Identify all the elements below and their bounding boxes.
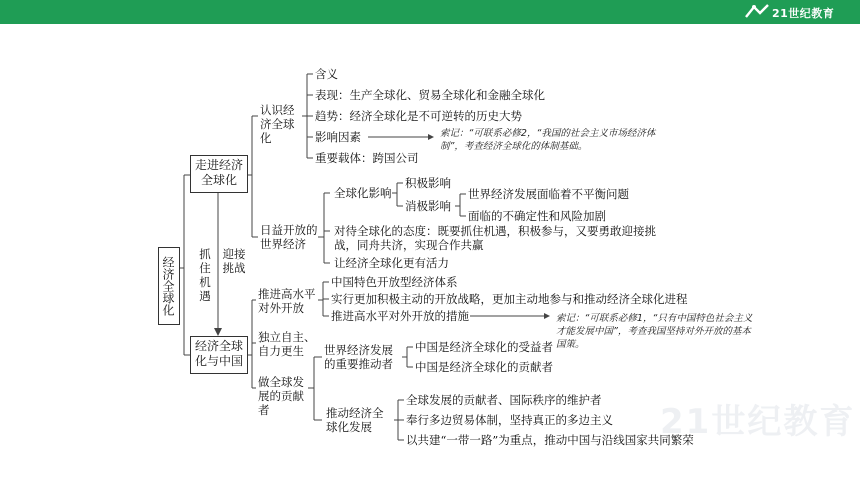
- negative-item-2: 面临的不确定性和风险加剧: [468, 209, 606, 223]
- handwritten-note-1: 索记：“可联系必修2，“我国的社会主义市场经济体制”，考查经济全球化的体制基础。: [440, 128, 656, 152]
- node-know-globalization: 认识经济全球化: [260, 103, 295, 145]
- know-item-1: 含义: [315, 67, 338, 81]
- promoter-item-1: 中国是经济全球化的受益者: [415, 340, 553, 354]
- node-attitude: 对待全球化的态度：既要抓住机遇，积极参与，又要勇敢迎接挑战，同舟共济，实现合作共赢: [334, 224, 656, 252]
- node-global-contributor: 做全球发展的贡献者: [258, 375, 304, 417]
- root-node: 经济全球化: [158, 247, 180, 325]
- node-positive-impact: 积极影响: [405, 176, 451, 190]
- push-item-2: 奉行多边贸易体制，坚持真正的多边主义: [406, 413, 613, 427]
- connector-right-label: 迎接挑战: [222, 247, 246, 275]
- node-key-promoter: 世界经济发展的重要推动者: [324, 343, 393, 371]
- brand-logo-text: 21世纪教育: [772, 7, 835, 20]
- push-item-1: 全球发展的贡献者、国际秩序的维护者: [406, 393, 602, 407]
- branch-node-1: 走进经济全球化: [190, 155, 248, 193]
- handwritten-note-2: 索记：“可联系必修1，“只有中国特色社会主义才能发展中国”，考查我国坚持对外开放的基本国策。: [556, 313, 753, 350]
- connector-left-label: 抓住机遇: [199, 247, 211, 303]
- know-item-2: 表现：生产全球化、贸易全球化和金融全球化: [315, 88, 545, 102]
- node-negative-impact: 消极影响: [405, 199, 451, 213]
- open-item-3: 推进高水平对外开放的措施: [331, 309, 469, 323]
- open-item-1: 中国特色开放型经济体系: [331, 275, 458, 289]
- node-vitality: 让经济全球化更有活力: [334, 256, 449, 270]
- negative-item-1: 世界经济发展面临着不平衡问题: [468, 187, 629, 201]
- node-open-world-economy: 日益开放的世界经济: [260, 223, 318, 251]
- promoter-item-2: 中国是经济全球化的贡献者: [415, 360, 553, 374]
- node-push-globalization: 推动经济全球化发展: [326, 406, 384, 434]
- node-high-level-opening: 推进高水平对外开放: [258, 287, 316, 315]
- know-item-4: 影响因素: [315, 130, 361, 144]
- branch-node-2: 经济全球化与中国: [190, 336, 248, 374]
- node-globalization-impact: 全球化影响: [334, 186, 392, 200]
- node-self-reliance: 独立自主、自力更生: [258, 330, 316, 358]
- know-item-3: 趋势：经济全球化是不可逆转的历史大势: [315, 109, 522, 123]
- know-item-5: 重要载体：跨国公司: [315, 151, 419, 165]
- push-item-3: 以共建“一带一路”为重点，推动中国与沿线国家共同繁荣: [406, 433, 694, 447]
- watermark: 21世纪教育: [660, 402, 856, 442]
- open-item-2: 实行更加积极主动的开放战略，更加主动地参与和推动经济全球化进程: [331, 292, 688, 306]
